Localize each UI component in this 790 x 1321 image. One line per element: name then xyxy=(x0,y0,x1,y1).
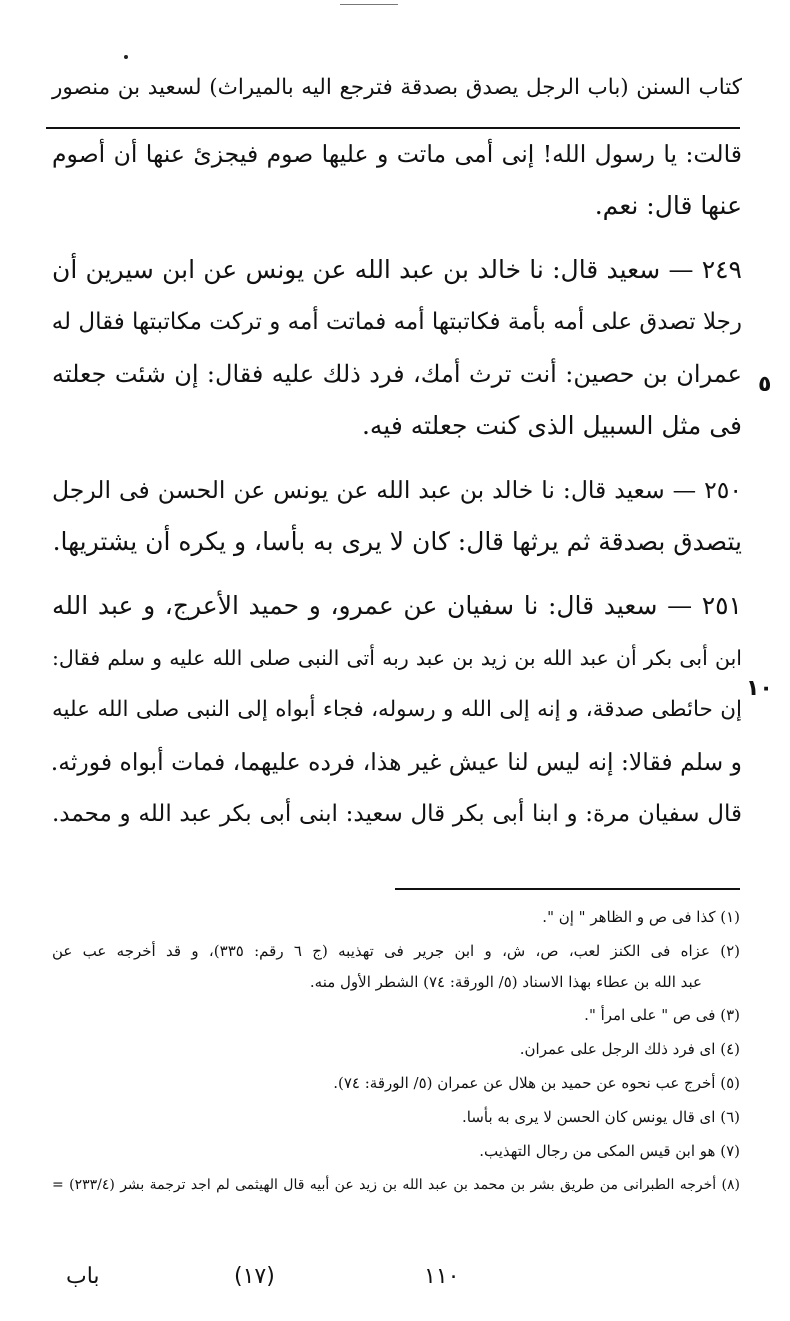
text-line: عنها قال: نعم. xyxy=(594,191,742,220)
paragraph-gap xyxy=(52,568,742,580)
ink-dot xyxy=(124,55,128,59)
footnote-rule xyxy=(395,888,740,890)
footnote: (٧) هو ابن قيس المكى من رجال التهذيب. xyxy=(479,1142,740,1160)
footnote: (٥) أخرج عب نحوه عن حميد بن هلال عن عمران (٥/ الورقة: ٧٤). xyxy=(333,1074,740,1092)
footnote: (٢) عزاه فى الكنز لعب، ص، ش، و ابن جرير فى تهذيبه (ج ٦ رقم: ٣٣٥)، و قد أخرجه عب عن xyxy=(52,942,740,960)
hadith-249-first-line: ٢٤٩ — سعيد قال: نا خالد بن عبد الله عن يونس عن ابن سيرين أن xyxy=(52,255,742,284)
footnote: (١) كذا فى ص و الظاهر " إن ". xyxy=(542,908,740,926)
footnote: (٤) اى فرد ذلك الرجل على عمران. xyxy=(519,1040,740,1058)
footnotes xyxy=(52,900,740,1202)
text-line: قالت: يا رسول الله! إنى أمى ماتت و عليها صوم فيجزئ عنها أن أصوم xyxy=(52,140,742,168)
text-line: إن حائطى صدقة، و إنه إلى الله و رسوله، فجاء أبواه إلى النبى صلى الله عليه xyxy=(52,697,742,722)
hadith-251-first-line: ٢٥١ — سعيد قال: نا سفيان عن عمرو، و حميد الأعرج، و عبد الله xyxy=(52,591,742,620)
footnote-continuation: عبد الله بن عطاء بهذا الاسناد (٥/ الورقة: ٧٤) الشطر الأول منه. xyxy=(309,973,702,991)
paragraph-gap xyxy=(52,452,742,464)
margin-line-number: ٥ xyxy=(758,372,772,397)
footnote: (٦) اى قال يونس كان الحسن لا يرى به بأسا. xyxy=(461,1108,740,1126)
hadith-250-first-line: ٢٥٠ — سعيد قال: نا خالد بن عبد الله عن يونس عن الحسن فى الرجل xyxy=(52,476,742,504)
main-text xyxy=(52,128,742,840)
catchword: باب xyxy=(66,1264,100,1289)
text-line: قال سفيان مرة: و ابنا أبى بكر قال سعيد: ابنى أبى بكر عبد الله و محمد. xyxy=(52,801,742,827)
folio-number: (١٧) xyxy=(234,1264,275,1289)
running-header: كتاب السنن (باب الرجل يصدق بصدقة فترجع اليه بالميراث) لسعيد بن منصور xyxy=(52,75,742,100)
text-line: عمران بن حصين: أنت ترث أمك، فرد ذلك عليه فقال: إن شئت جعلته xyxy=(52,360,742,388)
top-edge-mark xyxy=(340,4,398,5)
footnote: (٨) أخرجه الطبرانى من طريق بشر بن محمد بن عبد الله بن زيد عن أبيه قال الهيثمى لم اجد ترجمة بشر (٢٣٣/٤) = xyxy=(52,1177,740,1193)
paragraph-gap xyxy=(52,232,742,244)
footnote: (٣) فى ص " على امرأ ". xyxy=(584,1006,740,1024)
text-line: و سلم فقالا: إنه ليس لنا عيش غير هذا، فرده عليهما، فمات أبواه فورثه. xyxy=(50,748,742,776)
margin-line-number: ١٠ xyxy=(746,676,773,701)
text-line: فى مثل السبيل الذى كنت جعلته فيه. xyxy=(361,411,742,440)
page-footer xyxy=(52,1262,740,1292)
text-line: يتصدق بصدقة ثم يرثها قال: كان لا يرى به بأسا، و يكره أن يشتريها. xyxy=(52,527,742,556)
page-number: ١١٠ xyxy=(424,1264,460,1289)
text-line: رجلا تصدق على أمه بأمة فكاتبتها أمه فماتت أمه و تركت مكاتبتها فقال له xyxy=(51,309,742,335)
text-line: ابن أبى بكر أن عبد الله بن زيد بن عبد ربه أتى النبى صلى الله عليه و سلم فقال: xyxy=(52,646,742,670)
